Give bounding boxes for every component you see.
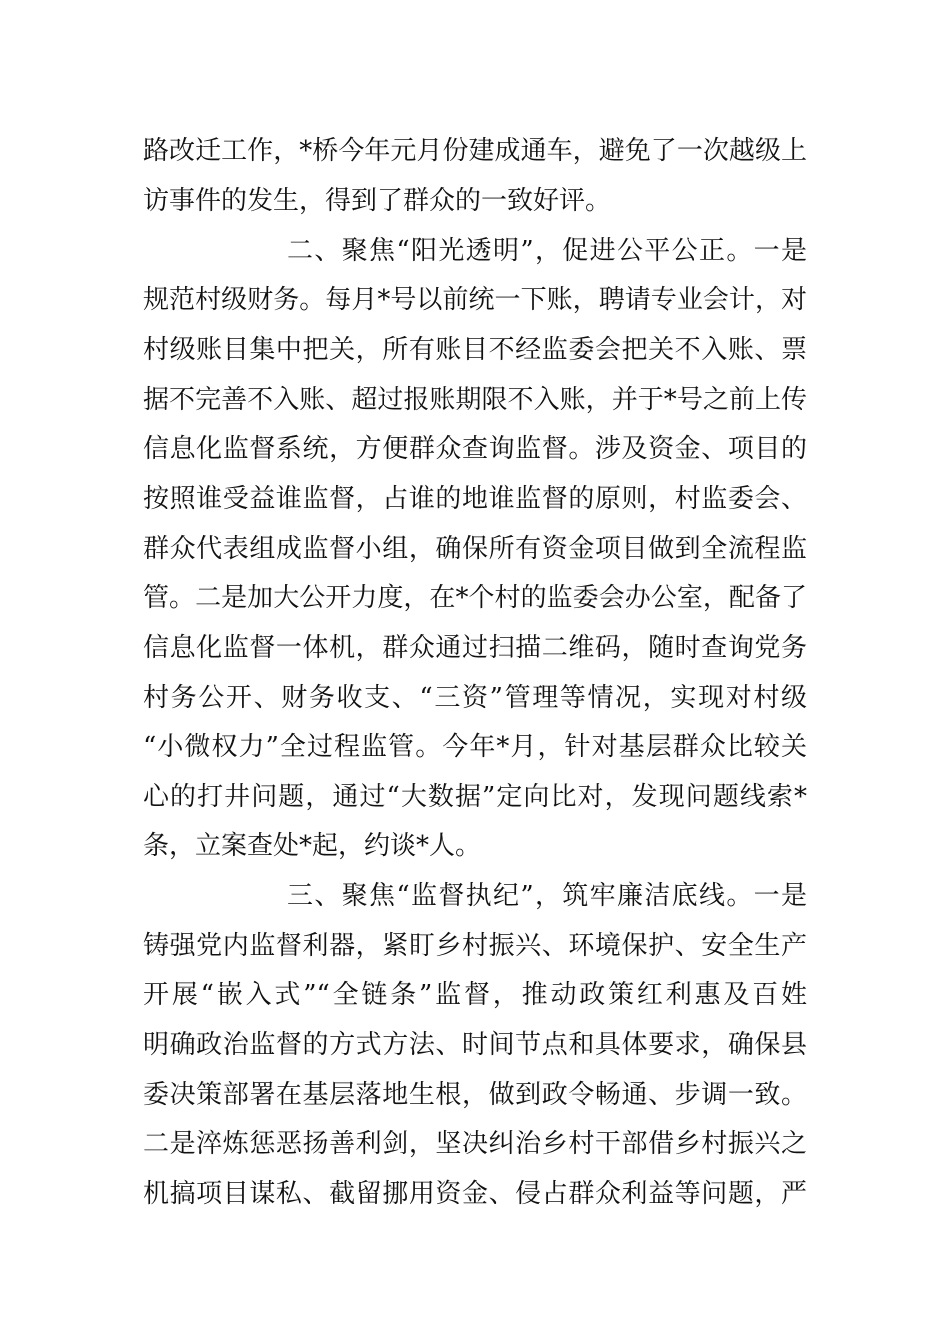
text-line: 规范村级财务。每月*号以前统一下账，聘请专业会计，对 bbox=[143, 285, 807, 315]
text-line: 信息化监督一体机，群众通过扫描二维码，随时查询党务 bbox=[143, 633, 807, 663]
text-line: 村级账目集中把关，所有账目不经监委会把关不入账、票 bbox=[143, 335, 807, 365]
text-line: 路改迁工作，*桥今年元月份建成通车，避免了一次越级上 bbox=[143, 136, 807, 166]
text-line: 明确政治监督的方式方法、时间节点和具体要求，确保县 bbox=[143, 1030, 807, 1060]
section-heading-line: 二、聚焦“阳光透明”，促进公平公正。一是 bbox=[287, 236, 807, 266]
text-line: 据不完善不入账、超过报账期限不入账，并于*号之前上传 bbox=[143, 385, 807, 415]
text-line: 机搞项目谋私、截留挪用资金、侵占群众利益等问题，严 bbox=[143, 1179, 807, 1209]
text-line: 委决策部署在基层落地生根，做到政令畅通、步调一致。 bbox=[143, 1080, 807, 1110]
text-line: 条，立案查处*起，约谈*人。 bbox=[143, 831, 482, 861]
text-line: 按照谁受益谁监督，占谁的地谁监督的原则，村监委会、 bbox=[143, 484, 807, 514]
text-line: 村务公开、财务收支、“三资”管理等情况，实现对村级 bbox=[143, 683, 807, 713]
text-line: 访事件的发生，得到了群众的一致好评。 bbox=[143, 186, 612, 216]
text-line: 二是淬炼惩恶扬善利剑，坚决纠治乡村干部借乡村振兴之 bbox=[143, 1129, 807, 1159]
text-line: 群众代表组成监督小组，确保所有资金项目做到全流程监 bbox=[143, 534, 807, 564]
section-heading-line: 三、聚焦“监督执纪”，筑牢廉洁底线。一是 bbox=[287, 881, 807, 911]
text-line: “小微权力”全过程监管。今年*月，针对基层群众比较关 bbox=[143, 732, 807, 762]
text-line: 开展“嵌入式”“全链条”监督，推动政策红利惠及百姓 bbox=[143, 980, 807, 1010]
text-line: 铸强党内监督利器，紧盯乡村振兴、环境保护、安全生产 bbox=[143, 931, 807, 961]
text-line: 管。二是加大公开力度，在*个村的监委会办公室，配备了 bbox=[143, 583, 807, 613]
text-line: 信息化监督系统，方便群众查询监督。涉及资金、项目的 bbox=[143, 434, 807, 464]
text-line: 心的打井问题，通过“大数据”定向比对，发现问题线索* bbox=[143, 782, 807, 812]
